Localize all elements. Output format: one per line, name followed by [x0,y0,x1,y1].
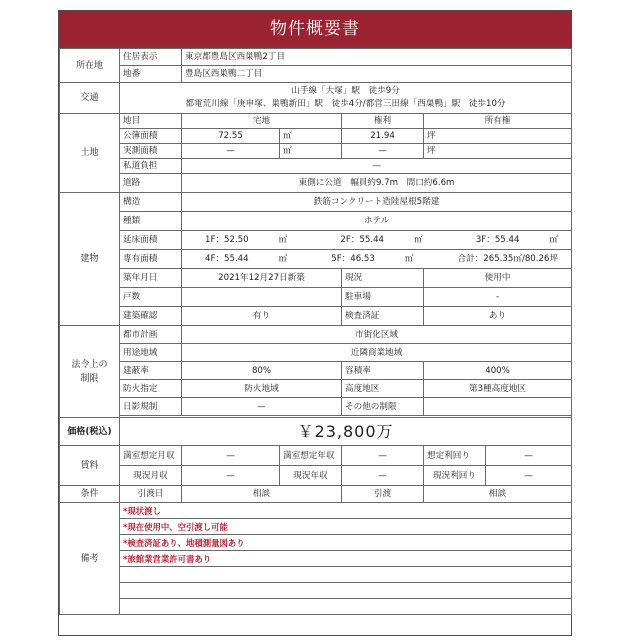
land-category-label: 地目 [120,114,182,129]
registry-area-tsubo: 21.94 [342,129,424,144]
measured-area-label: 実測面積 [120,144,182,159]
fire-zone-label: 防火指定 [120,380,182,398]
registry-area-tsubo-unit: 坪 [424,129,572,144]
expected-yield-label: 想定利回り [424,446,486,466]
inspection-certificate-label: 検査済証 [342,307,424,326]
zoning-value: 近隣商業地域 [182,344,572,362]
other-restrictions-label: その他の制限 [342,398,424,416]
transport-section-label: 交通 [60,83,120,114]
other-restrictions-value [424,398,572,416]
land-category-value: 宅地 [182,114,342,129]
handover-label: 引渡 [342,486,424,503]
coverage-label: 建蔽率 [120,362,182,380]
measured-area-m2-unit: ㎡ [280,144,342,159]
units-value [182,288,342,307]
transport-cell [120,83,572,114]
building-type-label: 種類 [120,212,182,231]
height-district-value: 第3種高度地区 [424,380,572,398]
coverage-value: 80% [182,362,342,380]
land-rights-value: 所有権 [424,114,572,129]
city-plan-label: 都市計画 [120,326,182,344]
floor-5-area: 5F：46.53 [331,254,375,264]
price-label: 価格(税込) [60,418,120,446]
shadow-regulation-value: — [182,398,342,416]
parking-value: - [424,288,572,307]
land-section-label: 土地 [60,114,120,193]
shadow-regulation-label: 日影規制 [120,398,182,416]
lot-label: 地番 [120,66,182,83]
remarks-section-label: 備考 [60,503,120,615]
building-confirmation-value: 有り [182,307,342,326]
road-value: 東側に公道 幅員約9.7m 間口約6.6m [182,174,572,193]
status-label: 現況 [342,269,424,288]
fire-zone-value: 防火地域 [182,380,342,398]
total-area: 合計：265.35㎡/80.26坪 [457,254,559,264]
remark-line [120,599,572,615]
exclusive-area-cell [182,250,572,269]
transport-line-2: 都電荒川線「庚申塚、巣鴨新田」駅 徒歩4分/都営三田線「西巣鴨」駅 徒歩10分 [185,99,506,109]
floor-1-area: 1F：52.50 [205,235,249,245]
handover-date-value: 相談 [182,486,342,503]
summary-table [59,48,572,615]
measured-area-m2: — [182,144,280,159]
city-plan-value: 市街化区域 [182,326,572,344]
building-type-value: ホテル [182,212,572,231]
full-monthly-value: — [182,446,280,466]
conditions-section-label: 条件 [60,486,120,503]
remark-line [120,567,572,583]
price-value: ￥23,800万 [120,418,572,446]
built-date-value: 2021年12月27日新築 [182,269,342,288]
transport-line-1: 山手線「大塚」駅 徒歩9分 [291,86,400,96]
structure-label: 構造 [120,193,182,212]
remark-line: *旅館業営業許可書あり [120,551,572,567]
floor-1-unit: ㎡ [278,235,288,245]
building-section-label: 建物 [60,193,120,326]
measured-area-tsubo-unit: 坪 [424,144,572,159]
document-title: 物件概要書 [59,11,571,48]
floor-2-area: 2F：55.44 [340,235,385,245]
current-yield-label: 現況利回り [424,466,486,486]
zoning-label: 用途地域 [120,344,182,362]
full-monthly-label: 満室想定月収 [120,446,182,466]
registry-area-m2: 72.55 [182,129,280,144]
residential-label: 住居表示 [120,49,182,66]
rent-section-label: 賃料 [60,446,120,486]
status-value: 使用中 [424,269,572,288]
registry-area-m2-unit: ㎡ [280,129,342,144]
measured-area-tsubo: — [342,144,424,159]
legal-section-line-1: 法令上の [71,359,108,370]
remark-line: *検査済証あり、地積測量図あり [120,535,572,551]
remark-line: *現在使用中、空引渡し可能 [120,519,572,535]
private-road-label: 私道負担 [120,159,182,174]
legal-section-label [60,326,120,418]
road-label: 道路 [120,174,182,193]
units-label: 戸数 [120,288,182,307]
remark-line: *現状渡し [120,503,572,519]
property-summary-sheet [58,10,572,636]
floor-4-unit: ㎡ [278,254,288,264]
far-value: 400% [424,362,572,380]
inspection-certificate-value: あり [424,307,572,326]
floor-2-unit: ㎡ [414,235,423,245]
floor-3-area: 3F：55.44 [475,235,520,245]
remark-line [120,583,572,599]
current-monthly-label: 現況月収 [120,466,182,486]
full-annual-label: 満室想定年収 [280,446,342,466]
residential-value: 東京都豊島区西巣鴨2丁目 [182,49,572,66]
floor-5-unit: ㎡ [404,254,414,264]
current-yield-value: — [486,466,572,486]
lot-value: 豊島区西巣鴨二丁目 [182,66,572,83]
building-confirmation-label: 建築確認 [120,307,182,326]
handover-value: 相談 [424,486,572,503]
current-annual-value: — [342,466,424,486]
parking-label: 駐車場 [342,288,424,307]
exclusive-area-label: 専有面積 [120,250,182,269]
floor-4-area: 4F：55.44 [205,254,249,264]
floor-3-unit: ㎡ [549,235,559,245]
full-annual-value: — [342,446,424,466]
handover-date-label: 引渡日 [120,486,182,503]
far-label: 容積率 [342,362,424,380]
floor-area-cell [182,231,572,250]
location-section-label: 所在地 [60,49,120,83]
expected-yield-value: — [486,446,572,466]
registry-area-label: 公簿面積 [120,129,182,144]
private-road-value: — [182,159,572,174]
legal-section-line-2: 制限 [80,373,99,384]
land-rights-label: 権利 [342,114,424,129]
current-monthly-value: — [182,466,280,486]
structure-value: 鉄筋コンクリート造陸屋根5階建 [182,193,572,212]
floor-area-label: 延床面積 [120,231,182,250]
built-date-label: 築年月日 [120,269,182,288]
height-district-label: 高度地区 [342,380,424,398]
current-annual-label: 現況年収 [280,466,342,486]
